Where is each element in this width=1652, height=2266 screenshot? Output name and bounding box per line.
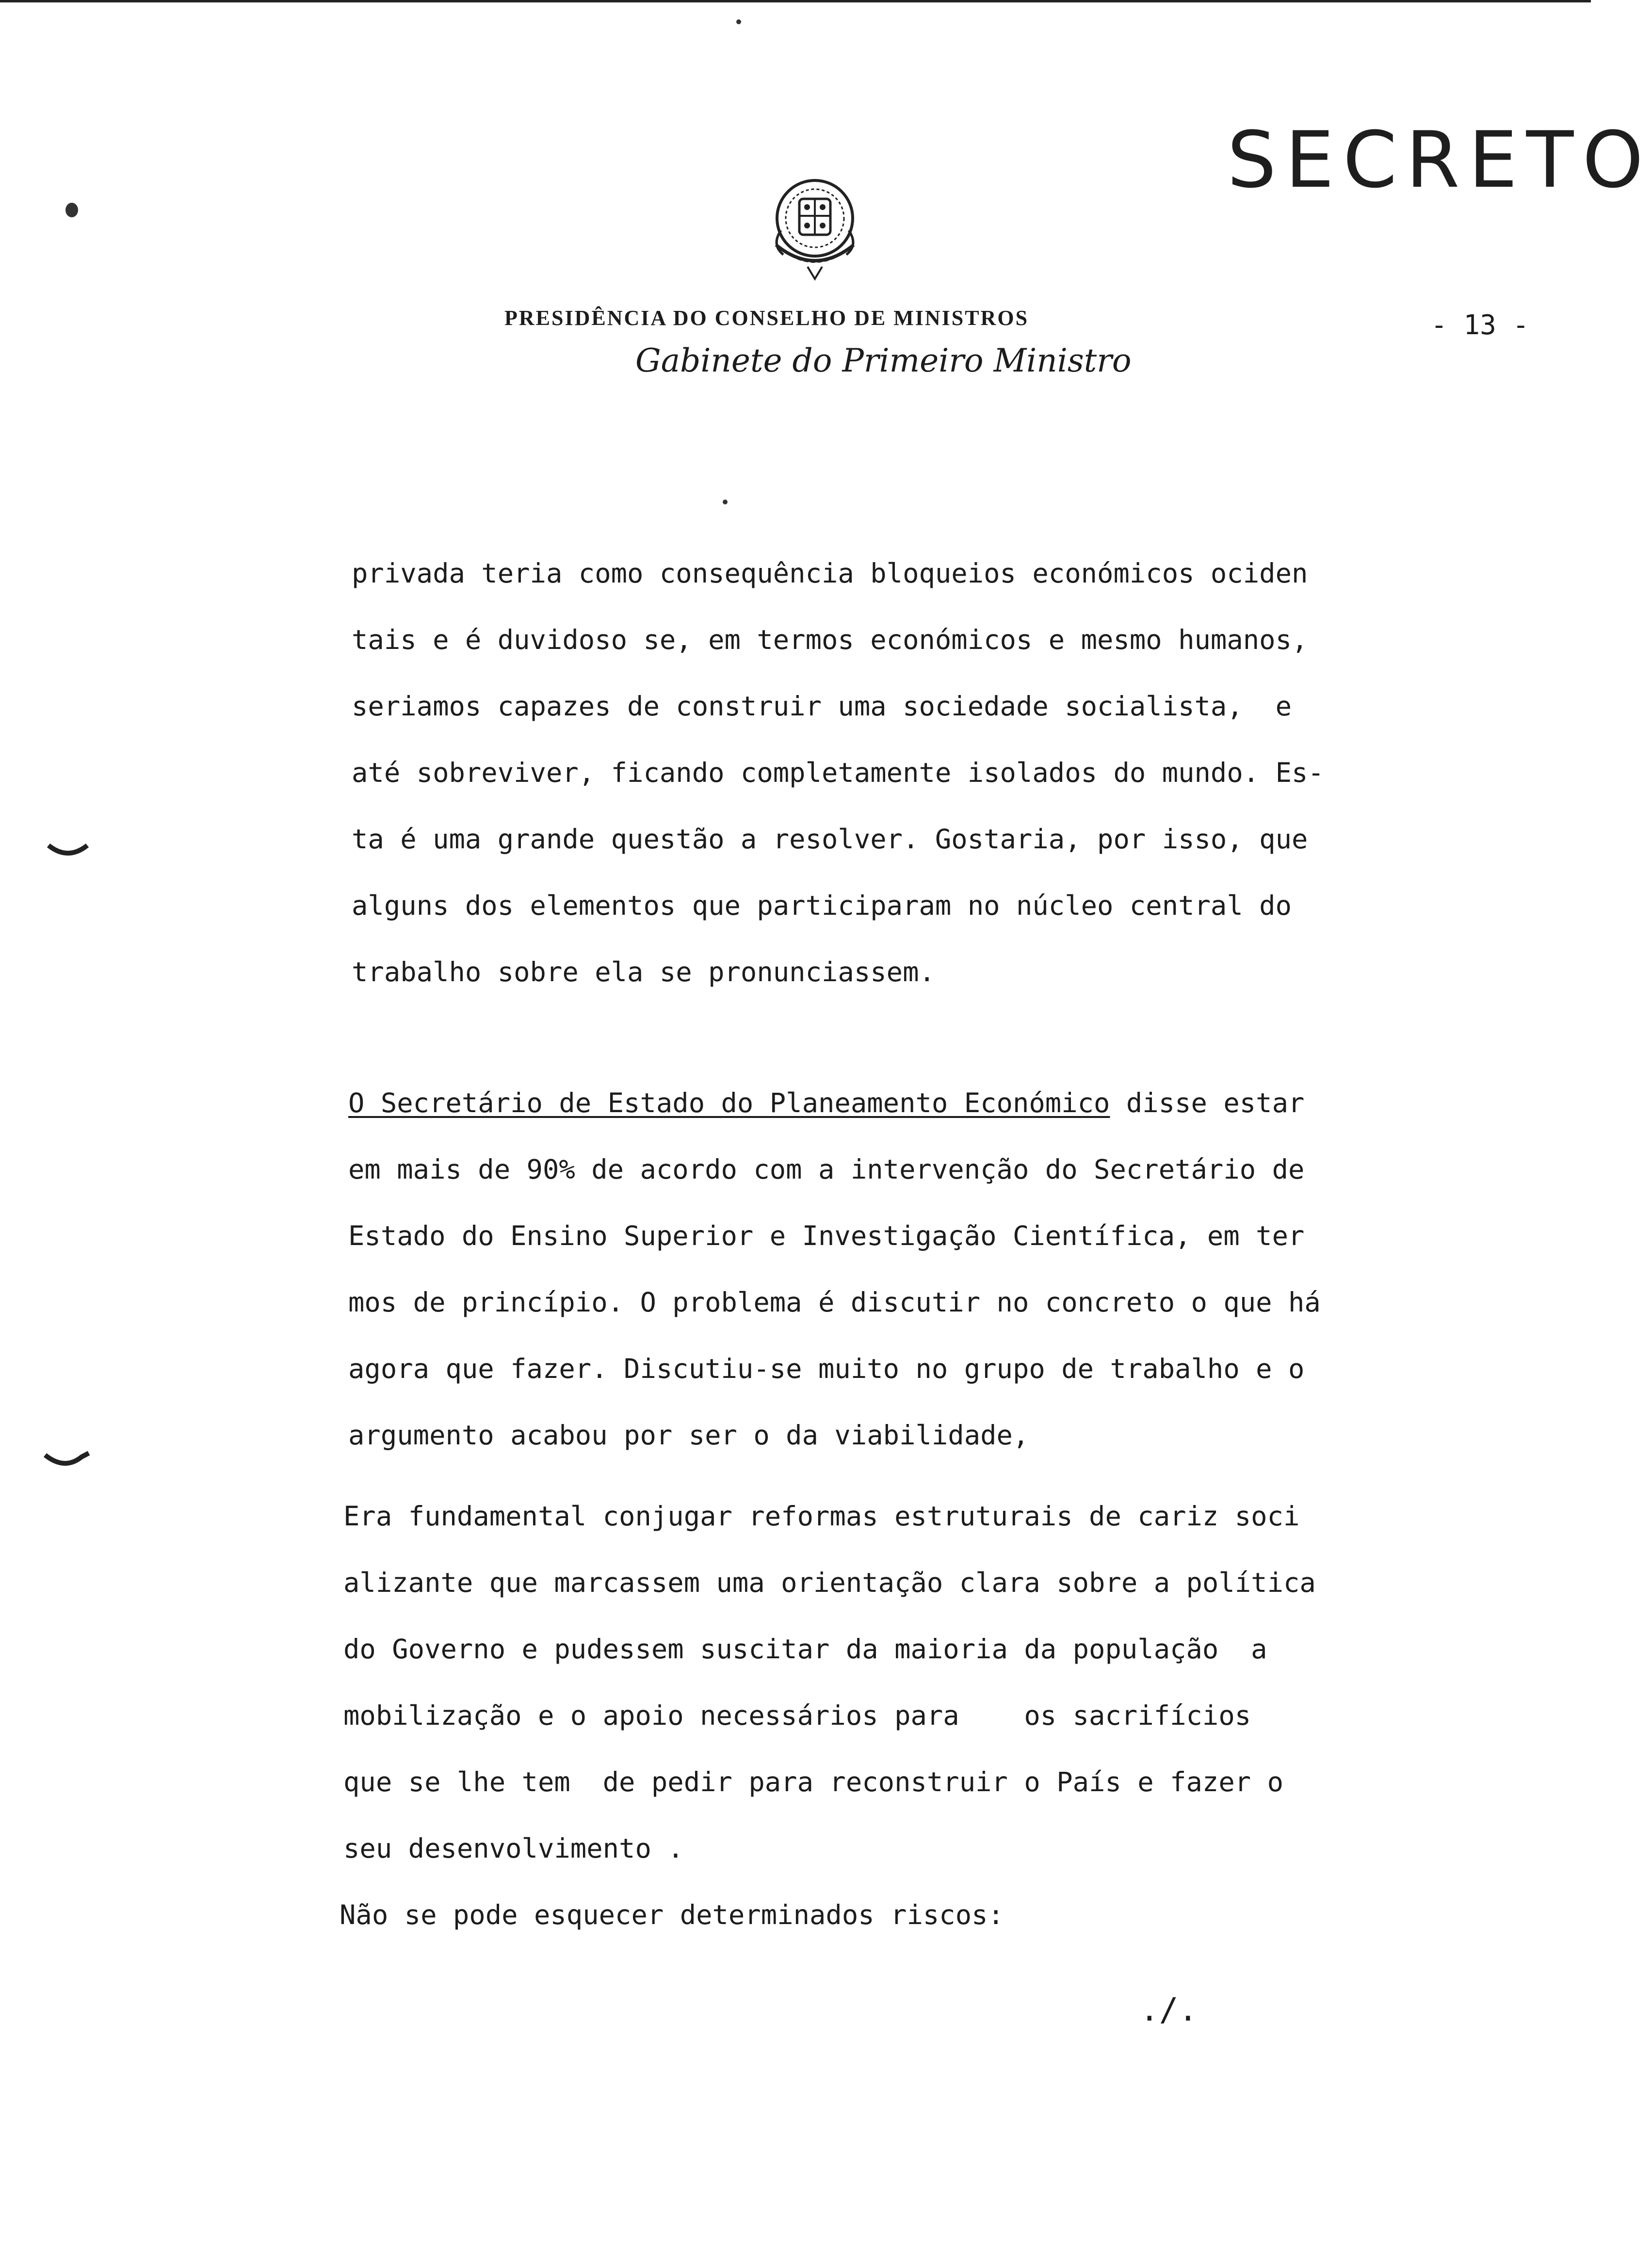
scan-speck [723, 500, 728, 504]
paragraph-1-line-7: trabalho sobre ela se pronunciassem. [352, 956, 935, 988]
paragraph-3-line-5: que se lhe tem de pedir para reconstruir o País e fazer o [343, 1766, 1284, 1798]
paragraph-3-line-2: alizante que marcassem uma orientação clara sobre a política [343, 1567, 1316, 1599]
page-number: - 13 - [1431, 309, 1529, 341]
paragraph-3-line-4: mobilização e o apoio necessários para os sacrifícios [343, 1700, 1251, 1732]
paragraph-2-line-2: em mais de 90% de acordo com a intervenção do Secretário de [348, 1154, 1305, 1185]
top-edge-rule [0, 0, 1591, 2]
classification-stamp: SECRETO [1227, 114, 1652, 205]
paragraph-1-line-2: tais e é duvidoso se, em termos económicos e mesmo humanos, [352, 624, 1308, 656]
punch-hole-mark [43, 1450, 91, 1472]
paragraph-1-line-6: alguns dos elementos que participaram no núcleo central do [352, 890, 1292, 922]
paragraph-1-line-5: ta é uma grande questão a resolver. Gostaria, por isso, que [352, 824, 1308, 855]
paragraph-3-line-1: Era fundamental conjugar reformas estruturais de cariz soci [343, 1501, 1300, 1532]
organization-heading: PRESIDÊNCIA DO CONSELHO DE MINISTROS [504, 306, 1029, 330]
paragraph-3-line-3: do Governo e pudessem suscitar da maioria da população a [343, 1634, 1267, 1665]
continuation-mark: ./. [1140, 1991, 1198, 2028]
paragraph-2-line-5: agora que fazer. Discutiu-se muito no grupo de trabalho e o [348, 1353, 1305, 1385]
speaker-name: O Secretário de Estado do Planeamento Económico [348, 1087, 1110, 1119]
paragraph-1-line-1: privada teria como consequência bloqueios económicos ociden [352, 558, 1308, 589]
coat-of-arms-emblem [757, 172, 873, 284]
paragraph-4-line-1: Não se pode esquecer determinados riscos: [340, 1899, 1004, 1931]
paragraph-2-line-6: argumento acabou por ser o da viabilidade, [348, 1420, 1029, 1451]
scan-speck [736, 19, 741, 24]
paragraph-2-line-4: mos de princípio. O problema é discutir no concreto o que há [348, 1287, 1321, 1318]
speaker-line-rest: disse estar [1110, 1087, 1305, 1119]
paragraph-3-line-6: seu desenvolvimento . [343, 1833, 684, 1864]
scan-speck [65, 203, 78, 217]
cabinet-subheading: Gabinete do Primeiro Ministro [635, 342, 1132, 379]
paragraph-1-line-4: até sobreviver, ficando completamente isolados do mundo. Es- [352, 757, 1324, 789]
paragraph-1-line-3: seriamos capazes de construir uma sociedade socialista, e [352, 691, 1292, 722]
punch-hole-mark [46, 842, 90, 861]
paragraph-2-line-3: Estado do Ensino Superior e Investigação Científica, em ter [348, 1220, 1305, 1252]
paragraph-2-line-1 [348, 1086, 1304, 1120]
